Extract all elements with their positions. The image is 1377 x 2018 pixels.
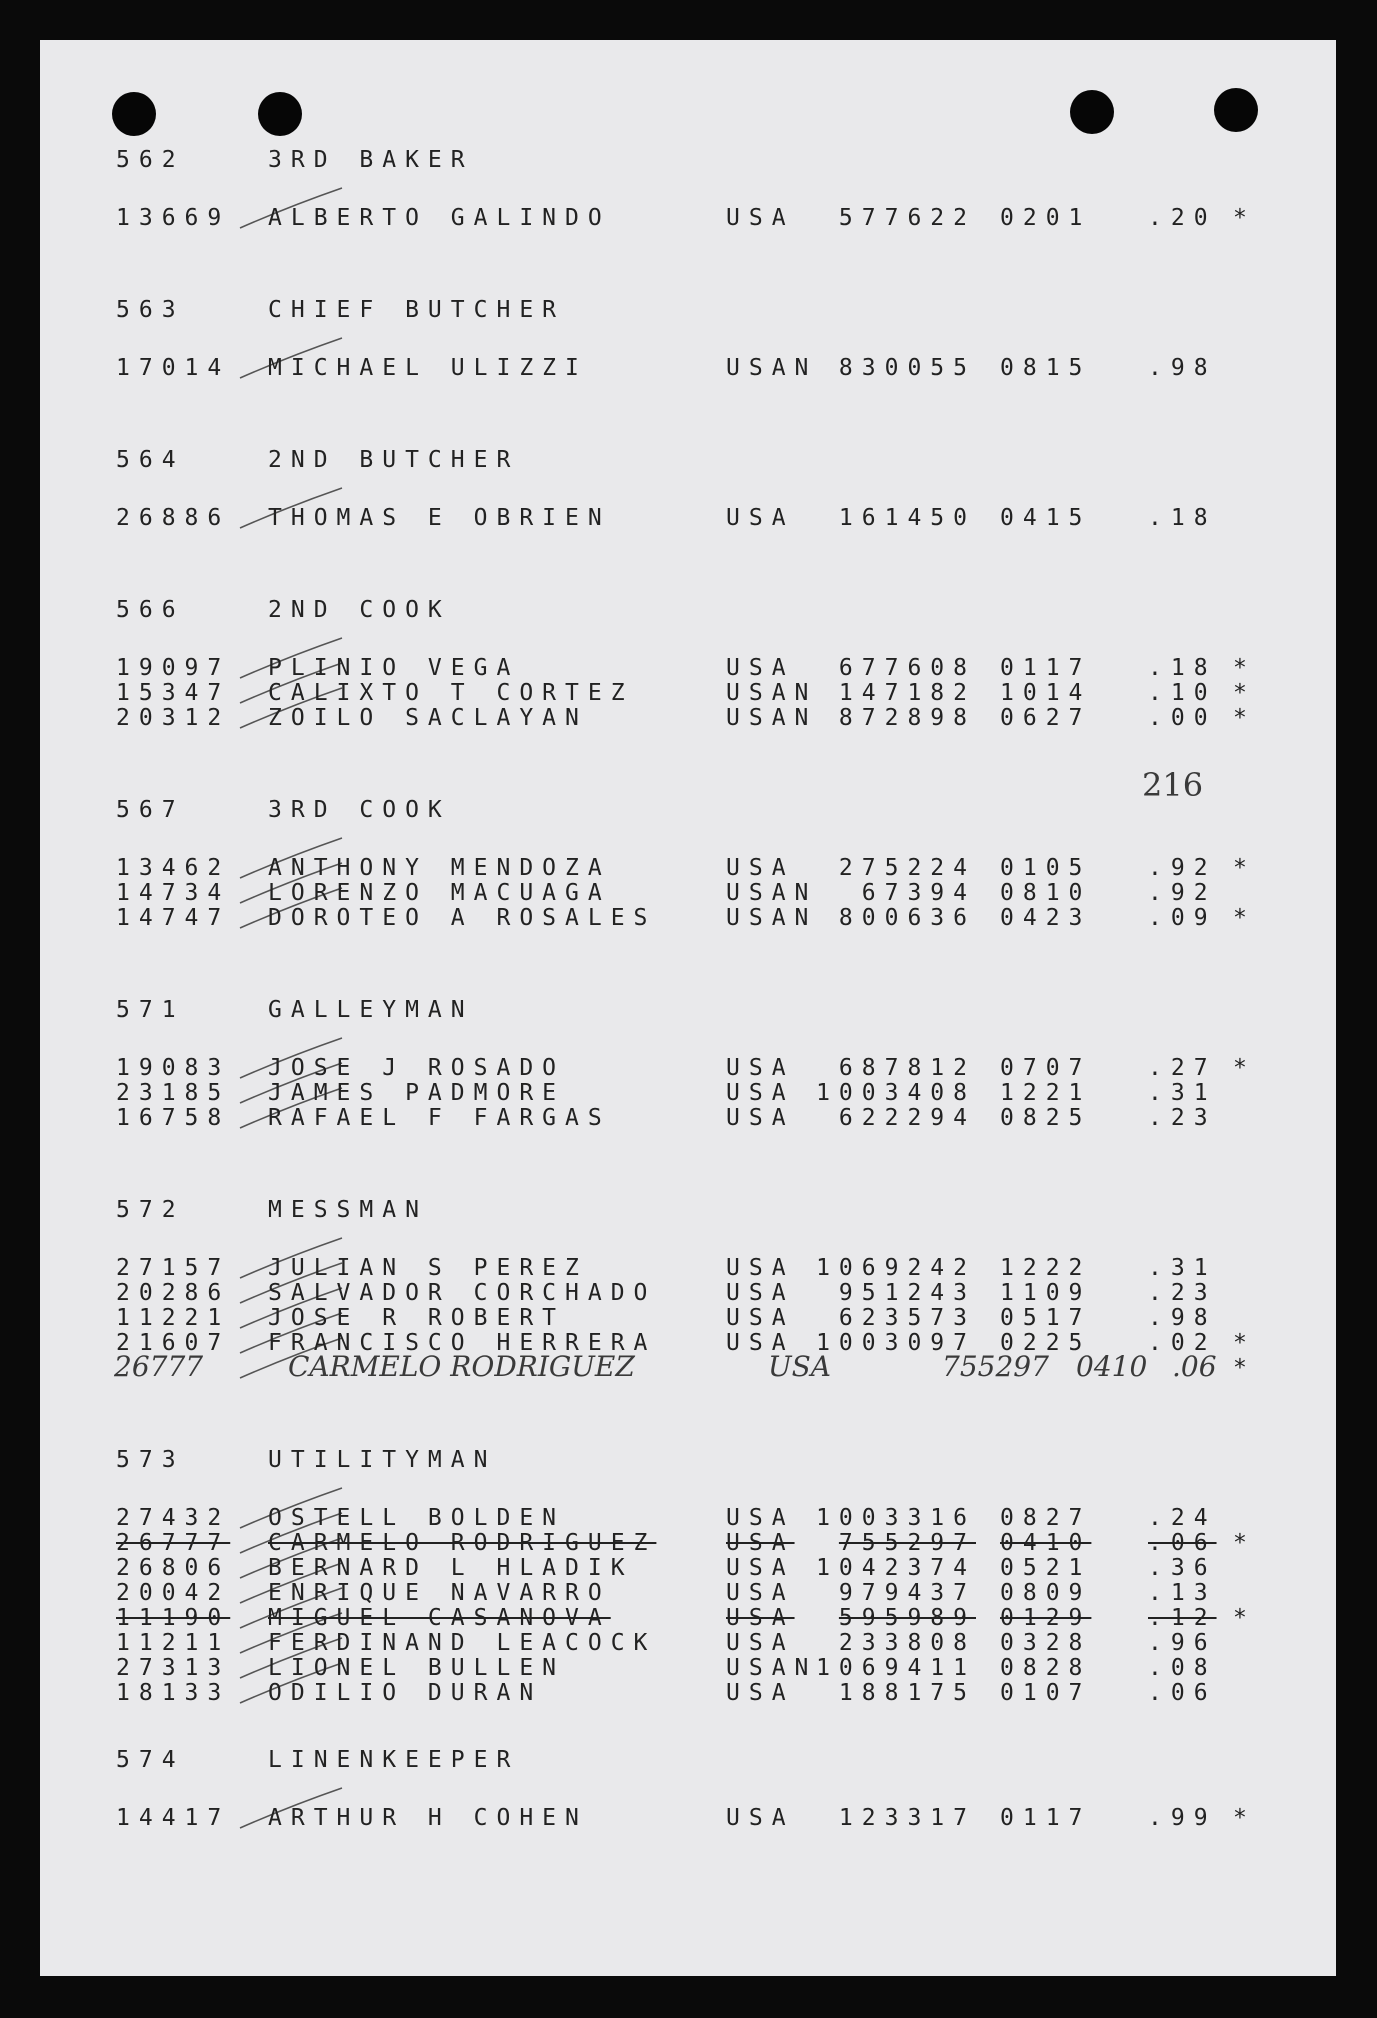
row-id: 11221 bbox=[116, 1305, 231, 1331]
row-id: 26777 bbox=[114, 1350, 204, 1383]
row-date: 0827 bbox=[1000, 1505, 1092, 1531]
row-date: 0129 bbox=[1000, 1605, 1092, 1631]
row-fraction: .06 bbox=[1172, 1350, 1217, 1383]
row-date: 1014 bbox=[1000, 680, 1092, 706]
row-number: 1069411 bbox=[816, 1655, 976, 1681]
row-number: 1069242 bbox=[816, 1255, 976, 1281]
row-fraction: .98 bbox=[1148, 1305, 1217, 1331]
row-number: 677608 bbox=[838, 655, 976, 681]
section-title: MESSMAN bbox=[268, 1197, 428, 1223]
row-number: 1003408 bbox=[816, 1080, 976, 1106]
row-date: 0423 bbox=[1000, 905, 1092, 931]
row-citizenship: USAN bbox=[726, 355, 818, 381]
row-citizenship: USAN bbox=[726, 1655, 818, 1681]
row-fraction: .18 bbox=[1148, 655, 1217, 681]
section-code: 566 bbox=[116, 597, 185, 623]
row-date: 0828 bbox=[1000, 1655, 1092, 1681]
row-fraction: .20 bbox=[1148, 205, 1217, 231]
row-citizenship: USA bbox=[726, 1680, 795, 1706]
asterisk-mark: * bbox=[1233, 1530, 1256, 1556]
section-title: 3RD BAKER bbox=[268, 147, 474, 173]
row-fraction: .02 bbox=[1148, 1330, 1217, 1356]
row-citizenship: USA bbox=[726, 1080, 795, 1106]
section-title: 2ND BUTCHER bbox=[268, 447, 520, 473]
row-name: JAMES PADMORE bbox=[268, 1080, 566, 1106]
section-title: 3RD COOK bbox=[268, 797, 451, 823]
row-name: OSTELL BOLDEN bbox=[268, 1505, 566, 1531]
row-id: 26777 bbox=[116, 1530, 231, 1556]
row-citizenship: USA bbox=[726, 1055, 795, 1081]
row-id: 13669 bbox=[116, 205, 231, 231]
row-number: 595989 bbox=[838, 1605, 976, 1631]
row-citizenship: USA bbox=[726, 1580, 795, 1606]
asterisk-mark: * bbox=[1233, 680, 1256, 706]
row-date: 0107 bbox=[1000, 1680, 1092, 1706]
row-number: 161450 bbox=[838, 505, 976, 531]
row-fraction: .96 bbox=[1148, 1630, 1217, 1656]
row-fraction: .08 bbox=[1148, 1655, 1217, 1681]
row-number: 577622 bbox=[838, 205, 976, 231]
row-date: 0517 bbox=[1000, 1305, 1092, 1331]
row-number: 622294 bbox=[838, 1105, 976, 1131]
row-fraction: .99 bbox=[1148, 1805, 1217, 1831]
row-date: 1222 bbox=[1000, 1255, 1092, 1281]
row-fraction: .92 bbox=[1148, 880, 1217, 906]
row-name: ENRIQUE NAVARRO bbox=[268, 1580, 611, 1606]
section-title: GALLEYMAN bbox=[268, 997, 474, 1023]
row-id: 27313 bbox=[116, 1655, 231, 1681]
row-fraction: .12 bbox=[1148, 1605, 1217, 1631]
section-title: LINENKEEPER bbox=[268, 1747, 520, 1773]
row-name: FRANCISCO HERRERA bbox=[268, 1330, 657, 1356]
row-fraction: .27 bbox=[1148, 1055, 1217, 1081]
row-date: 0415 bbox=[1000, 505, 1092, 531]
row-id: 27157 bbox=[116, 1255, 231, 1281]
row-name: ANTHONY MENDOZA bbox=[268, 855, 611, 881]
row-id: 23185 bbox=[116, 1080, 231, 1106]
row-id: 19097 bbox=[116, 655, 231, 681]
row-fraction: .06 bbox=[1148, 1530, 1217, 1556]
section-title: 2ND COOK bbox=[268, 597, 451, 623]
section-title: CHIEF BUTCHER bbox=[268, 297, 566, 323]
row-citizenship: USA bbox=[726, 1605, 795, 1631]
row-id: 11190 bbox=[116, 1605, 231, 1631]
row-citizenship: USAN bbox=[726, 705, 818, 731]
row-citizenship: USAN bbox=[726, 880, 818, 906]
row-name: JOSE J ROSADO bbox=[268, 1055, 566, 1081]
row-citizenship: USA bbox=[726, 505, 795, 531]
punch-hole bbox=[258, 92, 302, 136]
row-fraction: .98 bbox=[1148, 355, 1217, 381]
section-code: 571 bbox=[116, 997, 185, 1023]
row-date: 0410 bbox=[1000, 1530, 1092, 1556]
row-name: DOROTEO A ROSALES bbox=[268, 905, 657, 931]
section-title: UTILITYMAN bbox=[268, 1447, 497, 1473]
row-date: 0627 bbox=[1000, 705, 1092, 731]
row-name: CARMELO RODRIGUEZ bbox=[288, 1350, 635, 1383]
row-date: 0825 bbox=[1000, 1105, 1092, 1131]
row-citizenship: USA bbox=[726, 1330, 795, 1356]
row-id: 13462 bbox=[116, 855, 231, 881]
row-id: 20312 bbox=[116, 705, 231, 731]
row-fraction: .36 bbox=[1148, 1555, 1217, 1581]
row-citizenship: USAN bbox=[726, 905, 818, 931]
section-code: 564 bbox=[116, 447, 185, 473]
row-number: 755297 bbox=[838, 1530, 976, 1556]
punch-hole bbox=[112, 92, 156, 136]
row-name: ARTHUR H COHEN bbox=[268, 1805, 588, 1831]
row-date: 0410 bbox=[1076, 1350, 1148, 1383]
row-date: 0105 bbox=[1000, 855, 1092, 881]
asterisk-mark: * bbox=[1233, 205, 1256, 231]
row-date: 0815 bbox=[1000, 355, 1092, 381]
row-name: SALVADOR CORCHADO bbox=[268, 1280, 657, 1306]
row-id: 15347 bbox=[116, 680, 231, 706]
row-citizenship: USA bbox=[726, 855, 795, 881]
section-code: 573 bbox=[116, 1447, 185, 1473]
row-name: CALIXTO T CORTEZ bbox=[268, 680, 634, 706]
section-code: 567 bbox=[116, 797, 185, 823]
row-id: 27432 bbox=[116, 1505, 231, 1531]
row-id: 18133 bbox=[116, 1680, 231, 1706]
row-citizenship: USA bbox=[726, 1105, 795, 1131]
row-name: MICHAEL ULIZZI bbox=[268, 355, 588, 381]
asterisk-mark: * bbox=[1233, 905, 1256, 931]
row-name: ODILIO DURAN bbox=[268, 1680, 543, 1706]
row-name: JULIAN S PEREZ bbox=[268, 1255, 588, 1281]
asterisk-mark: * bbox=[1233, 1805, 1256, 1831]
row-fraction: .06 bbox=[1148, 1680, 1217, 1706]
section-code: 562 bbox=[116, 147, 185, 173]
row-name: ZOILO SACLAYAN bbox=[268, 705, 588, 731]
row-id: 11211 bbox=[116, 1630, 231, 1656]
row-citizenship: USA bbox=[726, 1305, 795, 1331]
row-date: 0521 bbox=[1000, 1555, 1092, 1581]
row-number: 830055 bbox=[838, 355, 976, 381]
row-fraction: .24 bbox=[1148, 1505, 1217, 1531]
row-id: 26806 bbox=[116, 1555, 231, 1581]
row-id: 20042 bbox=[116, 1580, 231, 1606]
asterisk-mark: * bbox=[1233, 1330, 1256, 1356]
row-number: 147182 bbox=[838, 680, 976, 706]
row-name: RAFAEL F FARGAS bbox=[268, 1105, 611, 1131]
row-citizenship: USA bbox=[726, 1630, 795, 1656]
row-date: 1221 bbox=[1000, 1080, 1092, 1106]
document-page bbox=[40, 40, 1336, 1976]
row-date: 0225 bbox=[1000, 1330, 1092, 1356]
row-number: 872898 bbox=[838, 705, 976, 731]
row-date: 0707 bbox=[1000, 1055, 1092, 1081]
row-name: JOSE R ROBERT bbox=[268, 1305, 566, 1331]
row-fraction: .31 bbox=[1148, 1255, 1217, 1281]
row-number: 800636 bbox=[838, 905, 976, 931]
asterisk-mark: * bbox=[1233, 1355, 1256, 1381]
row-id: 16758 bbox=[116, 1105, 231, 1131]
row-fraction: .10 bbox=[1148, 680, 1217, 706]
row-name: CARMELO RODRIGUEZ bbox=[268, 1530, 657, 1556]
row-date: 0201 bbox=[1000, 205, 1092, 231]
row-number: 687812 bbox=[838, 1055, 976, 1081]
section-code: 574 bbox=[116, 1747, 185, 1773]
row-citizenship: USA bbox=[726, 1530, 795, 1556]
row-number: 188175 bbox=[838, 1680, 976, 1706]
row-fraction: .00 bbox=[1148, 705, 1217, 731]
row-date: 0117 bbox=[1000, 655, 1092, 681]
row-citizenship: USA bbox=[726, 1280, 795, 1306]
row-citizenship: USA bbox=[726, 1505, 795, 1531]
asterisk-mark: * bbox=[1233, 1605, 1256, 1631]
asterisk-mark: * bbox=[1233, 1055, 1256, 1081]
row-fraction: .09 bbox=[1148, 905, 1217, 931]
row-name: THOMAS E OBRIEN bbox=[268, 505, 611, 531]
punch-hole bbox=[1214, 88, 1258, 132]
row-citizenship: USA bbox=[726, 655, 795, 681]
row-name: FERDINAND LEACOCK bbox=[268, 1630, 657, 1656]
row-name: ALBERTO GALINDO bbox=[268, 205, 611, 231]
row-number: 123317 bbox=[838, 1805, 976, 1831]
row-date: 0117 bbox=[1000, 1805, 1092, 1831]
asterisk-mark: * bbox=[1233, 705, 1256, 731]
row-citizenship: USA bbox=[768, 1350, 831, 1383]
row-name: MIGUEL CASANOVA bbox=[268, 1605, 611, 1631]
row-name: LIONEL BULLEN bbox=[268, 1655, 566, 1681]
section-code: 572 bbox=[116, 1197, 185, 1223]
row-fraction: .23 bbox=[1148, 1280, 1217, 1306]
row-citizenship: USAN bbox=[726, 680, 818, 706]
row-number: 275224 bbox=[838, 855, 976, 881]
asterisk-mark: * bbox=[1233, 655, 1256, 681]
row-date: 1109 bbox=[1000, 1280, 1092, 1306]
row-citizenship: USA bbox=[726, 1555, 795, 1581]
row-number: 1003316 bbox=[816, 1505, 976, 1531]
row-fraction: .23 bbox=[1148, 1105, 1217, 1131]
row-number: 1042374 bbox=[816, 1555, 976, 1581]
row-number: 979437 bbox=[838, 1580, 976, 1606]
row-number: 67394 bbox=[861, 880, 976, 906]
row-date: 0328 bbox=[1000, 1630, 1092, 1656]
row-id: 14747 bbox=[116, 905, 231, 931]
row-name: BERNARD L HLADIK bbox=[268, 1555, 634, 1581]
row-date: 0810 bbox=[1000, 880, 1092, 906]
row-id: 20286 bbox=[116, 1280, 231, 1306]
row-fraction: .18 bbox=[1148, 505, 1217, 531]
section-code: 563 bbox=[116, 297, 185, 323]
asterisk-mark: * bbox=[1233, 855, 1256, 881]
row-number: 623573 bbox=[838, 1305, 976, 1331]
row-number: 951243 bbox=[838, 1280, 976, 1306]
row-number: 233808 bbox=[838, 1630, 976, 1656]
row-id: 17014 bbox=[116, 355, 231, 381]
pen-check-marks bbox=[40, 40, 1336, 1976]
row-fraction: .92 bbox=[1148, 855, 1217, 881]
row-fraction: .13 bbox=[1148, 1580, 1217, 1606]
row-id: 14734 bbox=[116, 880, 231, 906]
row-id: 26886 bbox=[116, 505, 231, 531]
row-id: 19083 bbox=[116, 1055, 231, 1081]
row-name: LORENZO MACUAGA bbox=[268, 880, 611, 906]
row-citizenship: USA bbox=[726, 1255, 795, 1281]
row-number: 755297 bbox=[942, 1350, 1049, 1383]
row-fraction: .31 bbox=[1148, 1080, 1217, 1106]
row-name: PLINIO VEGA bbox=[268, 655, 520, 681]
punch-hole bbox=[1070, 90, 1114, 134]
row-date: 0809 bbox=[1000, 1580, 1092, 1606]
row-citizenship: USA bbox=[726, 1805, 795, 1831]
row-citizenship: USA bbox=[726, 205, 795, 231]
page-number: 216 bbox=[1142, 766, 1204, 804]
row-number: 1003097 bbox=[816, 1330, 976, 1356]
row-id: 14417 bbox=[116, 1805, 231, 1831]
row-id: 21607 bbox=[116, 1330, 231, 1356]
